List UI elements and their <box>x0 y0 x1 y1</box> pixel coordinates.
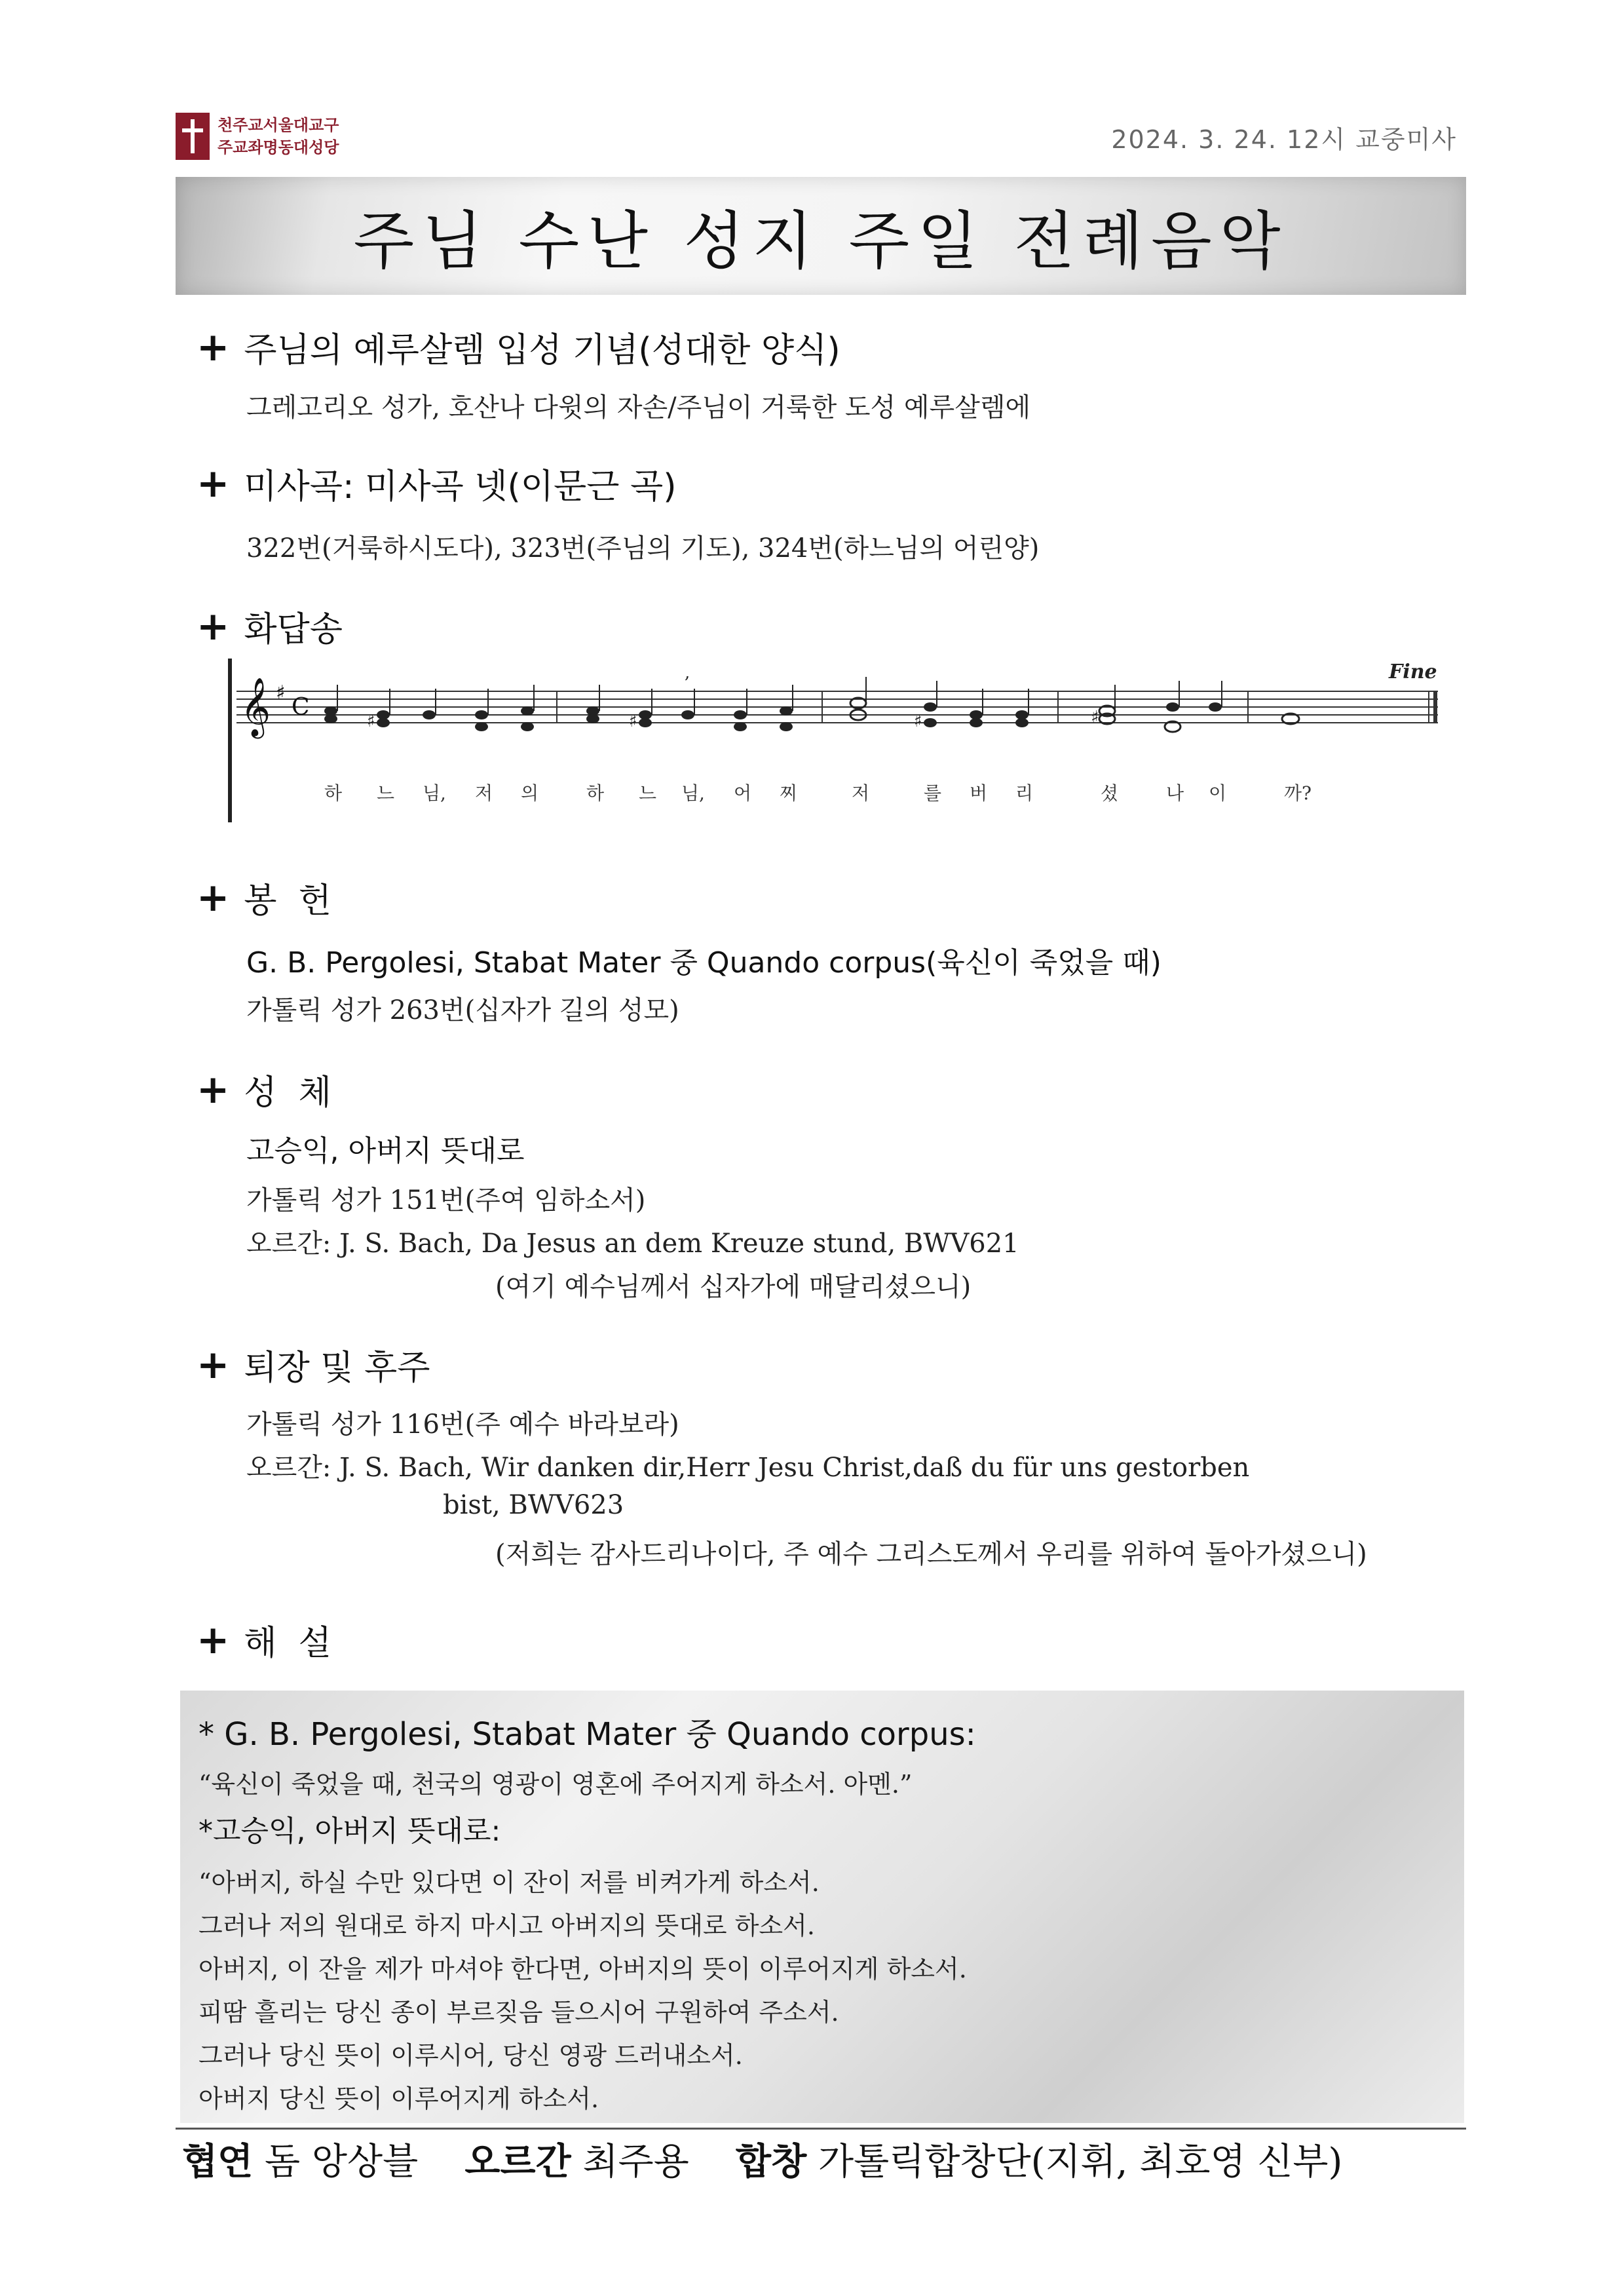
lyric-syllable: 나 <box>1166 782 1184 804</box>
section-recessional-title: 퇴장 및 후주 <box>244 1349 430 1388</box>
section-commentary-title: 해 설 <box>244 1624 331 1663</box>
note-stems <box>337 677 1222 715</box>
footer-value-ensemble: 돔 앙상블 <box>265 2141 419 2183</box>
section-entry-heading <box>197 322 840 372</box>
commentary-text-1: “육신이 죽었을 때, 천국의 영광이 영혼에 주어지게 하소서. 아멘.” <box>198 1770 913 1799</box>
footer-credits <box>182 2133 1342 2185</box>
commentary-head-2: *고승익, 아버지 뜻대로: <box>198 1814 501 1848</box>
communion-line-3: 오르간: J. S. Bach, Da Jesus an dem Kreuze stund, BWV621 <box>246 1229 1019 1259</box>
footer-divider <box>176 2128 1466 2130</box>
sharp-key-signature: ♯ <box>276 681 286 704</box>
lyric-syllable: 님, <box>423 782 446 804</box>
footer-value-organ: 최주용 <box>582 2141 689 2183</box>
cross-plus-icon: + <box>197 1066 230 1113</box>
section-communion-heading <box>197 1065 331 1114</box>
footer-label-organ: 오르간 <box>464 2141 571 2183</box>
parish-logo <box>176 113 339 160</box>
lyric-syllable: 찌 <box>780 782 798 804</box>
cross-plus-icon: + <box>197 460 230 507</box>
recessional-line-2: 오르간: J. S. Bach, Wir danken dir,Herr Jesu Christ,daß du für uns gestorben <box>246 1453 1250 1483</box>
lyric-syllable: 저 <box>475 782 493 804</box>
commentary-line: 그러나 당신 뜻이 이루시어, 당신 영광 드러내소서. <box>198 2041 743 2070</box>
commentary-head-1: * G. B. Pergolesi, Stabat Mater 중 Quando corpus: <box>198 1716 976 1753</box>
psalm-lyrics <box>324 782 1312 804</box>
commentary-line: 그러나 저의 원대로 하지 마시고 아버지의 뜻대로 하소서. <box>198 1911 815 1940</box>
commentary-line: 피땀 흘리는 당신 종이 부르짖음 들으시어 구원하여 주소서. <box>198 1998 839 2027</box>
commentary-line: 아버지, 이 잔을 제가 마셔야 한다면, 아버지의 뜻이 이루어지게 하소서. <box>198 1955 967 1983</box>
lyric-syllable: 의 <box>521 782 539 804</box>
cross-plus-icon: + <box>197 603 230 649</box>
section-communion-title: 성 체 <box>244 1073 331 1113</box>
recessional-line-4: (저희는 감사드리나이다, 주 예수 그리스도께서 우리를 위하여 돌아가셨으니) <box>495 1539 1367 1569</box>
footer-value-choir: 가톨릭합창단(지휘, 최호영 신부) <box>818 2141 1343 2183</box>
cross-plus-icon: + <box>197 1617 230 1663</box>
treble-clef-icon: 𝄞 <box>240 678 271 737</box>
lyric-syllable: 셨 <box>1101 782 1119 804</box>
recessional-line-1: 가톨릭 성가 116번(주 예수 바라보라) <box>246 1409 679 1440</box>
cross-plus-icon: + <box>197 874 230 921</box>
svg-text:♯: ♯ <box>367 712 375 731</box>
commentary-line: 아버지 당신 뜻이 이루어지게 하소서. <box>198 2084 599 2113</box>
title-banner <box>176 177 1466 295</box>
section-mass-heading <box>197 459 677 508</box>
logo-line-2: 주교좌명동대성당 <box>217 138 339 157</box>
lyric-syllable: 하 <box>586 782 605 804</box>
cross-plus-icon: + <box>197 1341 230 1388</box>
commentary-line: “아버지, 하실 수만 있다면 이 잔이 저를 비켜가게 하소서. <box>198 1868 820 1897</box>
section-recessional-heading <box>197 1340 430 1389</box>
lyric-syllable: 까? <box>1284 782 1312 804</box>
offertory-line-1: G. B. Pergolesi, Stabat Mater 중 Quando corpus(육신이 죽었을 때) <box>246 946 1161 980</box>
time-signature: C <box>292 694 310 721</box>
communion-line-4: (여기 예수님께서 십자가에 매달리셨으니) <box>495 1272 972 1302</box>
offertory-line-2: 가톨릭 성가 263번(십자가 길의 성모) <box>246 995 679 1025</box>
cross-plus-icon: + <box>197 324 230 370</box>
section-psalm-heading <box>197 602 343 651</box>
section-commentary-heading <box>197 1615 331 1664</box>
cross-logo-icon <box>176 113 210 160</box>
lyric-syllable: 버 <box>970 782 988 804</box>
section-mass-title: 미사곡: 미사곡 넷(이문근 곡) <box>244 467 677 507</box>
entry-line-1: 그레고리오 성가, 호산나 다윗의 자손/주님이 거룩한 도성 예루살렘에 <box>246 392 1031 423</box>
page-title: 주님 수난 성지 주일 전례음악 <box>353 204 1289 278</box>
logo-line-1: 천주교서울대교구 <box>217 116 339 134</box>
communion-line-1: 고승익, 아버지 뜻대로 <box>246 1134 525 1168</box>
section-offertory-title: 봉 헌 <box>244 881 331 921</box>
communion-line-2: 가톨릭 성가 151번(주여 임하소서) <box>246 1185 646 1215</box>
recessional-line-3: bist, BWV623 <box>443 1490 624 1520</box>
lyric-syllable: 저 <box>852 782 870 804</box>
mass-line-1: 322번(거룩하시도다), 323번(주님의 기도), 324번(하느님의 어린양) <box>246 533 1040 564</box>
lyric-syllable: 느 <box>639 782 657 804</box>
lyric-syllable: 느 <box>377 782 395 804</box>
section-offertory-heading <box>197 873 331 922</box>
commentary-box <box>180 1691 1464 2123</box>
fine-marking: Fine <box>1389 660 1437 683</box>
lyric-syllable: 를 <box>924 782 942 804</box>
staff-lines <box>236 691 1438 723</box>
footer-label-choir: 합창 <box>736 2141 807 2183</box>
section-psalm-title: 화답송 <box>244 610 343 649</box>
lyric-syllable: 이 <box>1209 782 1227 804</box>
svg-text:♯: ♯ <box>914 712 922 731</box>
mass-date: 2024. 3. 24. 12시 교중미사 <box>1111 125 1457 154</box>
lyric-syllable: 하 <box>324 782 343 804</box>
lyric-syllable: 리 <box>1015 782 1034 804</box>
section-entry-title: 주님의 예루살렘 입성 기념(성대한 양식) <box>244 331 840 370</box>
lyric-syllable: 어 <box>734 782 752 804</box>
svg-text:♯: ♯ <box>629 712 637 731</box>
psalm-score <box>226 659 1445 826</box>
lyric-syllable: 님, <box>681 782 705 804</box>
footer-label-ensemble: 협연 <box>182 2141 254 2183</box>
svg-text:♯: ♯ <box>1091 708 1099 727</box>
breath-mark-icon: , <box>685 663 690 683</box>
